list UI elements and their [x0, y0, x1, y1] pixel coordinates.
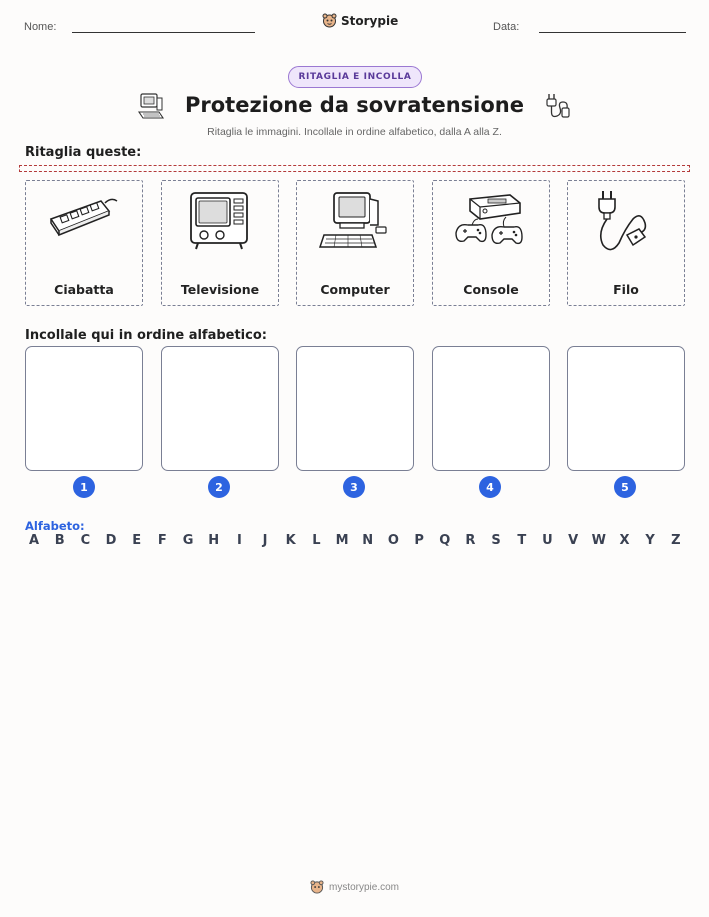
date-label: Data: — [493, 21, 520, 33]
footer-url[interactable]: mystorypie.com — [328, 881, 399, 893]
alphabet-letter: E — [132, 533, 142, 548]
slot-number-1: 1 — [73, 476, 95, 498]
card-label: Televisione — [180, 282, 260, 297]
alphabet-row — [25, 533, 685, 548]
paste-slot-3[interactable] — [296, 346, 414, 471]
page-title: Protezione da sovratensione — [184, 93, 524, 117]
cut-heading: Ritaglia queste: — [25, 145, 142, 160]
alphabet-letter: Q — [439, 533, 451, 548]
alphabet-letter: M — [335, 533, 349, 548]
storypie-mascot-icon — [310, 880, 324, 894]
date-field-line[interactable] — [539, 32, 686, 33]
plug-cord-icon — [587, 189, 667, 259]
paste-slot-2[interactable] — [161, 346, 279, 471]
slot-number-4: 4 — [479, 476, 501, 498]
paste-slot-4[interactable] — [432, 346, 550, 471]
power-strip-icon — [45, 189, 125, 259]
alphabet-letter: C — [80, 533, 91, 548]
instructions: Ritaglia le immagini. Incollale in ordine alfabetico, dalla A alla Z. — [207, 126, 502, 138]
alphabet-letter: V — [568, 533, 579, 548]
card-label: Console — [463, 282, 519, 297]
alphabet-letter: B — [54, 533, 65, 548]
footer — [0, 880, 709, 894]
cut-card-ciabatta[interactable] — [25, 180, 143, 306]
game-console-icon — [452, 189, 532, 259]
slot-number-5: 5 — [614, 476, 636, 498]
storypie-mascot-icon — [322, 13, 337, 28]
cut-card-computer[interactable] — [296, 180, 414, 306]
cut-line — [19, 165, 690, 172]
plug-doodle-icon — [543, 92, 571, 120]
alphabet-letter: X — [619, 533, 630, 548]
cut-card-console[interactable] — [432, 180, 550, 306]
alphabet-letter: N — [362, 533, 374, 548]
alphabet-letter: O — [387, 533, 399, 548]
paste-slot-5[interactable] — [567, 346, 685, 471]
alphabet-letter: D — [105, 533, 117, 548]
alphabet-title: Alfabeto: — [25, 519, 85, 533]
alphabet-letter: P — [414, 533, 424, 548]
paste-heading: Incollale qui in ordine alfabetico: — [25, 328, 267, 343]
alphabet-letter: I — [236, 533, 242, 548]
alphabet-letter: U — [542, 533, 553, 548]
alphabet-letter: W — [591, 533, 606, 548]
brand-name: Storypie — [341, 13, 399, 28]
slot-number-3: 3 — [343, 476, 365, 498]
alphabet-letter: Y — [645, 533, 655, 548]
alphabet-letter: Z — [671, 533, 681, 548]
activity-badge: RITAGLIA E INCOLLA — [288, 66, 422, 88]
card-label: Filo — [613, 282, 639, 297]
name-field-line[interactable] — [72, 32, 255, 33]
alphabet-letter: H — [208, 533, 220, 548]
cut-card-filo[interactable] — [567, 180, 685, 306]
cut-card-televisione[interactable] — [161, 180, 279, 306]
card-label: Computer — [320, 282, 390, 297]
card-label: Ciabatta — [54, 282, 114, 297]
alphabet-letter: S — [491, 533, 501, 548]
paste-slot-1[interactable] — [25, 346, 143, 471]
alphabet-letter: F — [157, 533, 167, 548]
alphabet-letter: L — [312, 533, 321, 548]
computer-icon — [316, 189, 396, 259]
alphabet-letter: T — [517, 533, 527, 548]
television-icon — [181, 189, 261, 259]
alphabet-letter: R — [465, 533, 476, 548]
slot-number-2: 2 — [208, 476, 230, 498]
alphabet-letter: A — [28, 533, 40, 548]
brand-logo — [322, 13, 398, 28]
name-label: Nome: — [24, 21, 57, 33]
alphabet-letter: J — [262, 533, 268, 548]
alphabet-letter: G — [182, 533, 194, 548]
alphabet-letter: K — [285, 533, 296, 548]
